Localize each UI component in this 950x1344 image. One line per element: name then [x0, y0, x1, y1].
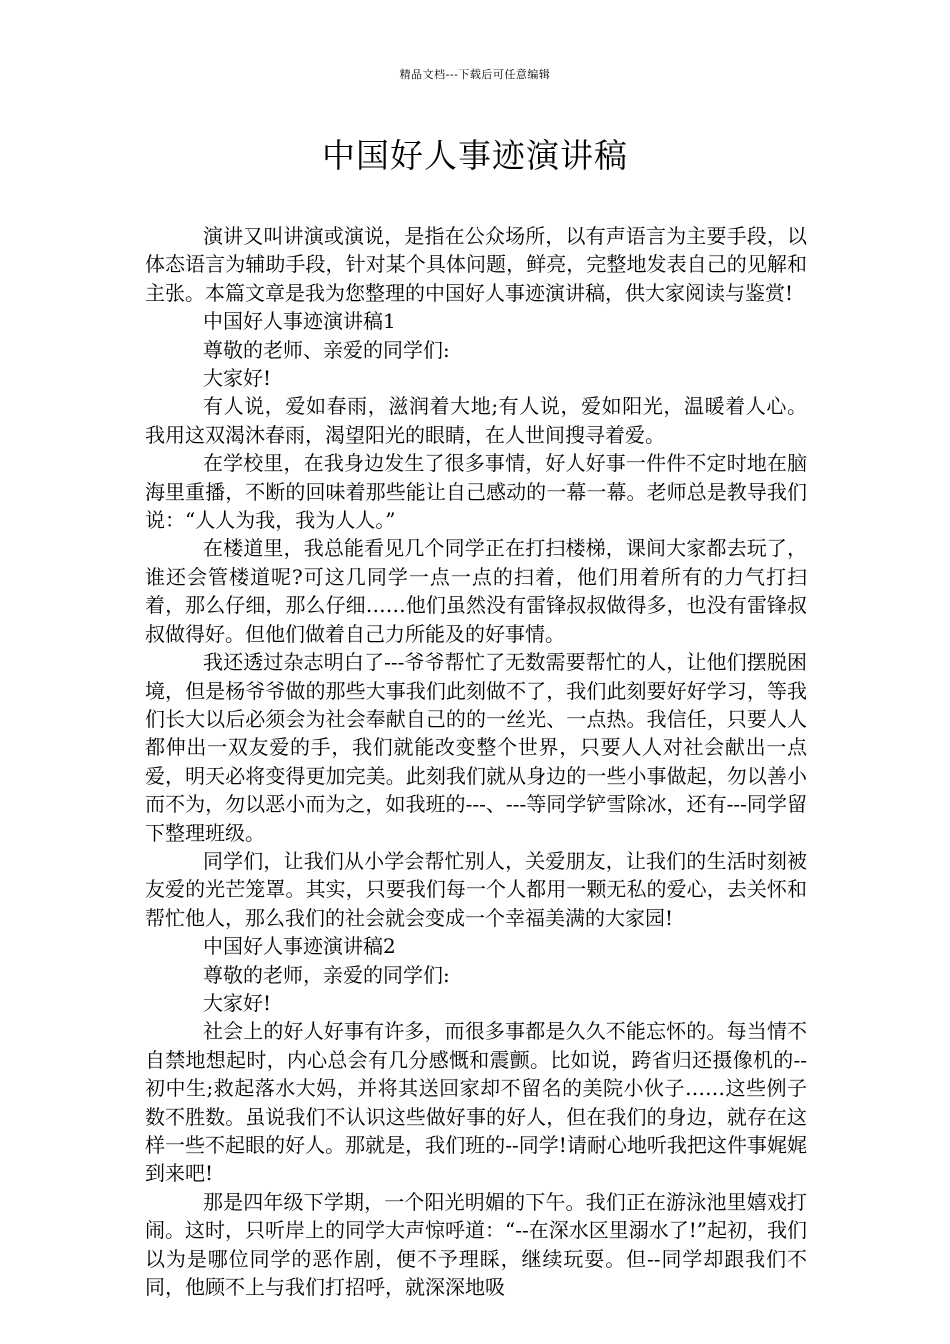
section-heading-1: 中国好人事迹演讲稿1	[203, 309, 396, 334]
salutation: 尊敬的老师，亲爱的同学们:	[203, 962, 450, 987]
greeting: 大家好!	[203, 990, 272, 1015]
paragraph: 同学们，让我们从小学会帮忙别人，关爱朋友，让我们的生活时刻被友爱的光芒笼罩。其实，只要我们每一个人都用一颗无私的爱心，去关怀和帮忙他人，那么我们的社会就会变成一个幸福美满的大家园!	[145, 848, 807, 930]
paragraph: 在学校里，在我身边发生了很多事情，好人好事一件件不定时地在脑海里重播，不断的回味着那些能让自己感动的一幕一幕。老师总是教导我们说：“人人为我，我为人人。”	[145, 451, 807, 533]
greeting: 大家好!	[203, 366, 272, 391]
paragraph: 那是四年级下学期，一个阳光明媚的下午。我们正在游泳池里嬉戏打闹。这时，只听岸上的同学大声惊呼道：“--在深水区里溺水了!”起初，我们以为是哪位同学的恶作剧，便不予理睬，继续玩耍。但--同学却跟我们不同，他顾不上与我们打招呼，就深深地吸	[145, 1189, 808, 1300]
document-title: 中国好人事迹演讲稿	[322, 136, 628, 175]
paragraph: 我还透过杂志明白了---爷爷帮忙了无数需要帮忙的人，让他们摆脱困境，但是杨爷爷做的那些大事我们此刻做不了，我们此刻要好好学习，等我们长大以后必须会为社会奉献自己的的一丝光、一点热。我信任，只要人人都伸出一双友爱的手，我们就能改变整个世界，只要人人对社会献出一点爱，明天必将变得更加完美。此刻我们就从身边的一些小事做起，勿以善小而不为，勿以恶小而为之，如我班的---、---等同学铲雪除冰，还有---同学留下整理班级。	[145, 650, 807, 845]
paragraph: 有人说，爱如春雨，滋润着大地;有人说，爱如阳光，温暖着人心。我用这双渴沐春雨，渴望阳光的眼睛，在人世间搜寻着爱。	[145, 394, 807, 447]
paragraph: 社会上的好人好事有许多，而很多事都是久久不能忘怀的。每当情不自禁地想起时，内心总会有几分感慨和震颤。比如说，跨省归还摄像机的--初中生;救起落水大妈，并将其送回家却不留名的美院小伙子……这些例子数不胜数。虽说我们不认识这些做好事的好人，但在我们的身边，就存在这样一些不起眼的好人。那就是，我们班的--同学!请耐心地听我把这件事娓娓到来吧!	[145, 1019, 807, 1186]
salutation: 尊敬的老师、亲爱的同学们:	[203, 337, 450, 362]
section-heading-2: 中国好人事迹演讲稿2	[203, 934, 396, 959]
page-header: 精品文档---下载后可任意编辑	[399, 68, 551, 81]
document-body	[145, 222, 807, 1301]
paragraph: 在楼道里，我总能看见几个同学正在打扫楼梯，课间大家都去玩了，谁还会管楼道呢?可这几同学一点一点的扫着，他们用着所有的力气打扫着，那么仔细，那么仔细……他们虽然没有雷锋叔叔做得多，也没有雷锋叔叔做得好。但他们做着自己力所能及的好事情。	[145, 536, 807, 646]
paragraph-intro: 演讲又叫讲演或演说，是指在公众场所，以有声语言为主要手段，以体态语言为辅助手段，针对某个具体问题，鲜亮，完整地发表自己的见解和主张。本篇文章是我为您整理的中国好人事迹演讲稿，供大家阅读与鉴赏!	[145, 224, 807, 305]
